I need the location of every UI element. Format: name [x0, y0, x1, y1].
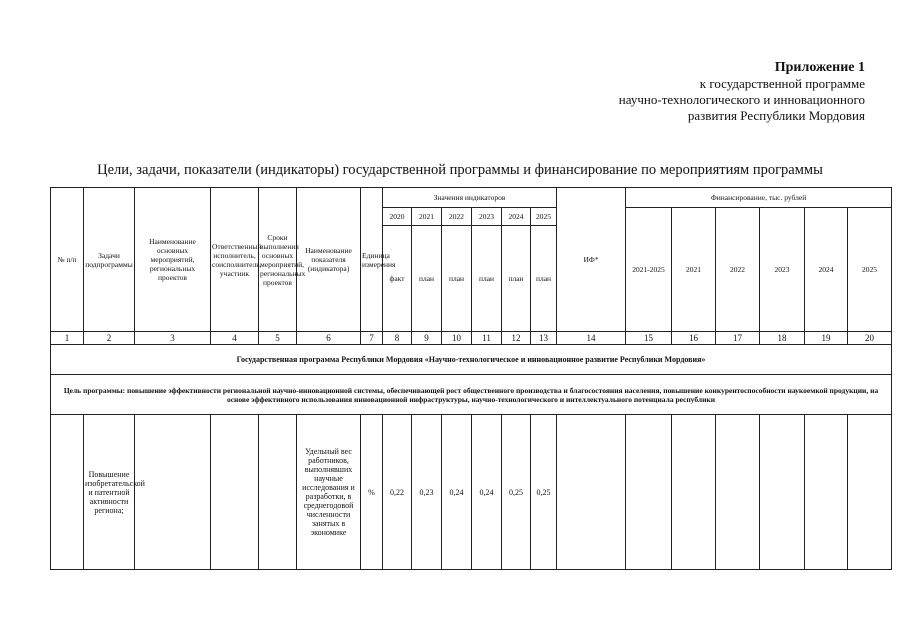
header-type-2020: факт — [383, 226, 412, 332]
col-number: 6 — [297, 332, 361, 345]
header-finance-group: Финансирование, тыс. рублей — [626, 188, 892, 208]
header-tasks: Задачи подпрограммы — [84, 188, 135, 332]
header-year-2024: 2024 — [502, 208, 531, 226]
header-year-2025: 2025 — [531, 208, 557, 226]
header-finance-2021-2025: 2021-2025 — [626, 208, 672, 332]
program-title: Государственная программа Республики Мордовия «Научно-технологическое и инновационное развитие Республики Мордовия» — [51, 345, 892, 375]
col-number: 2 — [84, 332, 135, 345]
row-indicator: Удельный вес работников, выполнявших научные исследования и разработки, в среднегодовой численности занятых в экономике — [297, 415, 361, 570]
appendix-line-2: научно-технологического и инновационного — [618, 92, 865, 107]
row-executor — [211, 415, 259, 570]
column-number-row — [51, 332, 892, 345]
col-number: 1 — [51, 332, 84, 345]
row-source — [557, 415, 626, 570]
document-title: Цели, задачи, показатели (индикаторы) государственной программы и финансирование по мероприятиям программы — [97, 162, 823, 178]
header-unit: Единица измерения — [361, 188, 383, 332]
header-executor: Ответственный исполнитель, соисполнитель, участник — [211, 188, 259, 332]
appendix-line-3: развития Республики Мордовия — [687, 108, 865, 123]
header-year-2022: 2022 — [442, 208, 472, 226]
row-finance-2023 — [760, 415, 805, 570]
header-finance-2025: 2025 — [848, 208, 892, 332]
col-number: 5 — [259, 332, 297, 345]
header-deadline: Сроки выполнения основных мероприятий, региональных проектов — [259, 188, 297, 332]
row-finance-2025 — [848, 415, 892, 570]
row-deadline — [259, 415, 297, 570]
col-number: 19 — [805, 332, 848, 345]
row-value-2023: 0,24 — [472, 415, 502, 570]
goal-row — [51, 375, 892, 415]
col-number: 3 — [135, 332, 211, 345]
header-source: ИФ* — [557, 188, 626, 332]
col-number: 9 — [412, 332, 442, 345]
program-row — [51, 345, 892, 375]
appendix-title: Приложение 1 — [774, 60, 865, 75]
row-value-2022: 0,24 — [442, 415, 472, 570]
col-number: 10 — [442, 332, 472, 345]
header-activities: Наименование основных мероприятий, региональных проектов — [135, 188, 211, 332]
col-number: 14 — [557, 332, 626, 345]
header-finance-2023: 2023 — [760, 208, 805, 332]
row-value-2024: 0,25 — [502, 415, 531, 570]
col-number: 4 — [211, 332, 259, 345]
header-finance-2024: 2024 — [805, 208, 848, 332]
header-values-group: Значения индикаторов — [383, 188, 557, 208]
header-type-2022: план — [442, 226, 472, 332]
row-finance-2022 — [716, 415, 760, 570]
row-finance-2021-2025 — [626, 415, 672, 570]
header-type-2023: план — [472, 226, 502, 332]
header-type-2025: план — [531, 226, 557, 332]
row-value-2025: 0,25 — [531, 415, 557, 570]
header-type-2021: план — [412, 226, 442, 332]
row-finance-2024 — [805, 415, 848, 570]
col-number: 18 — [760, 332, 805, 345]
col-number: 20 — [848, 332, 892, 345]
col-number: 15 — [626, 332, 672, 345]
header-year-2021: 2021 — [412, 208, 442, 226]
header-indicator: Наименование показателя (индикатора) — [297, 188, 361, 332]
program-goal: Цель программы: повышение эффективности региональной научно-инновационной системы, обеспечивающей рост общественного производства и благосостояния населения, повышение конкурентоспособности наукоемкой продукции, на основе эффективного использования инновационной инфраструктуры, научно-технологического и интеллектуального потенциала республики — [51, 375, 892, 415]
header-num: № п/п — [51, 188, 84, 332]
table-row — [51, 415, 892, 570]
row-value-2021: 0,23 — [412, 415, 442, 570]
header-year-2023: 2023 — [472, 208, 502, 226]
program-table — [50, 187, 892, 570]
row-task: Повышение изобретательской и патентной активности региона; — [84, 415, 135, 570]
col-number: 8 — [383, 332, 412, 345]
row-finance-2021 — [672, 415, 716, 570]
header-type-2024: план — [502, 226, 531, 332]
row-activity — [135, 415, 211, 570]
appendix-line-1: к государственной программе — [699, 76, 865, 91]
row-num — [51, 415, 84, 570]
header-row-1 — [51, 188, 892, 208]
col-number: 17 — [716, 332, 760, 345]
col-number: 7 — [361, 332, 383, 345]
col-number: 12 — [502, 332, 531, 345]
header-finance-2022: 2022 — [716, 208, 760, 332]
col-number: 11 — [472, 332, 502, 345]
col-number: 16 — [672, 332, 716, 345]
col-number: 13 — [531, 332, 557, 345]
row-value-2020: 0,22 — [383, 415, 412, 570]
header-year-2020: 2020 — [383, 208, 412, 226]
header-finance-2021: 2021 — [672, 208, 716, 332]
row-unit: % — [361, 415, 383, 570]
appendix-header — [485, 60, 865, 124]
